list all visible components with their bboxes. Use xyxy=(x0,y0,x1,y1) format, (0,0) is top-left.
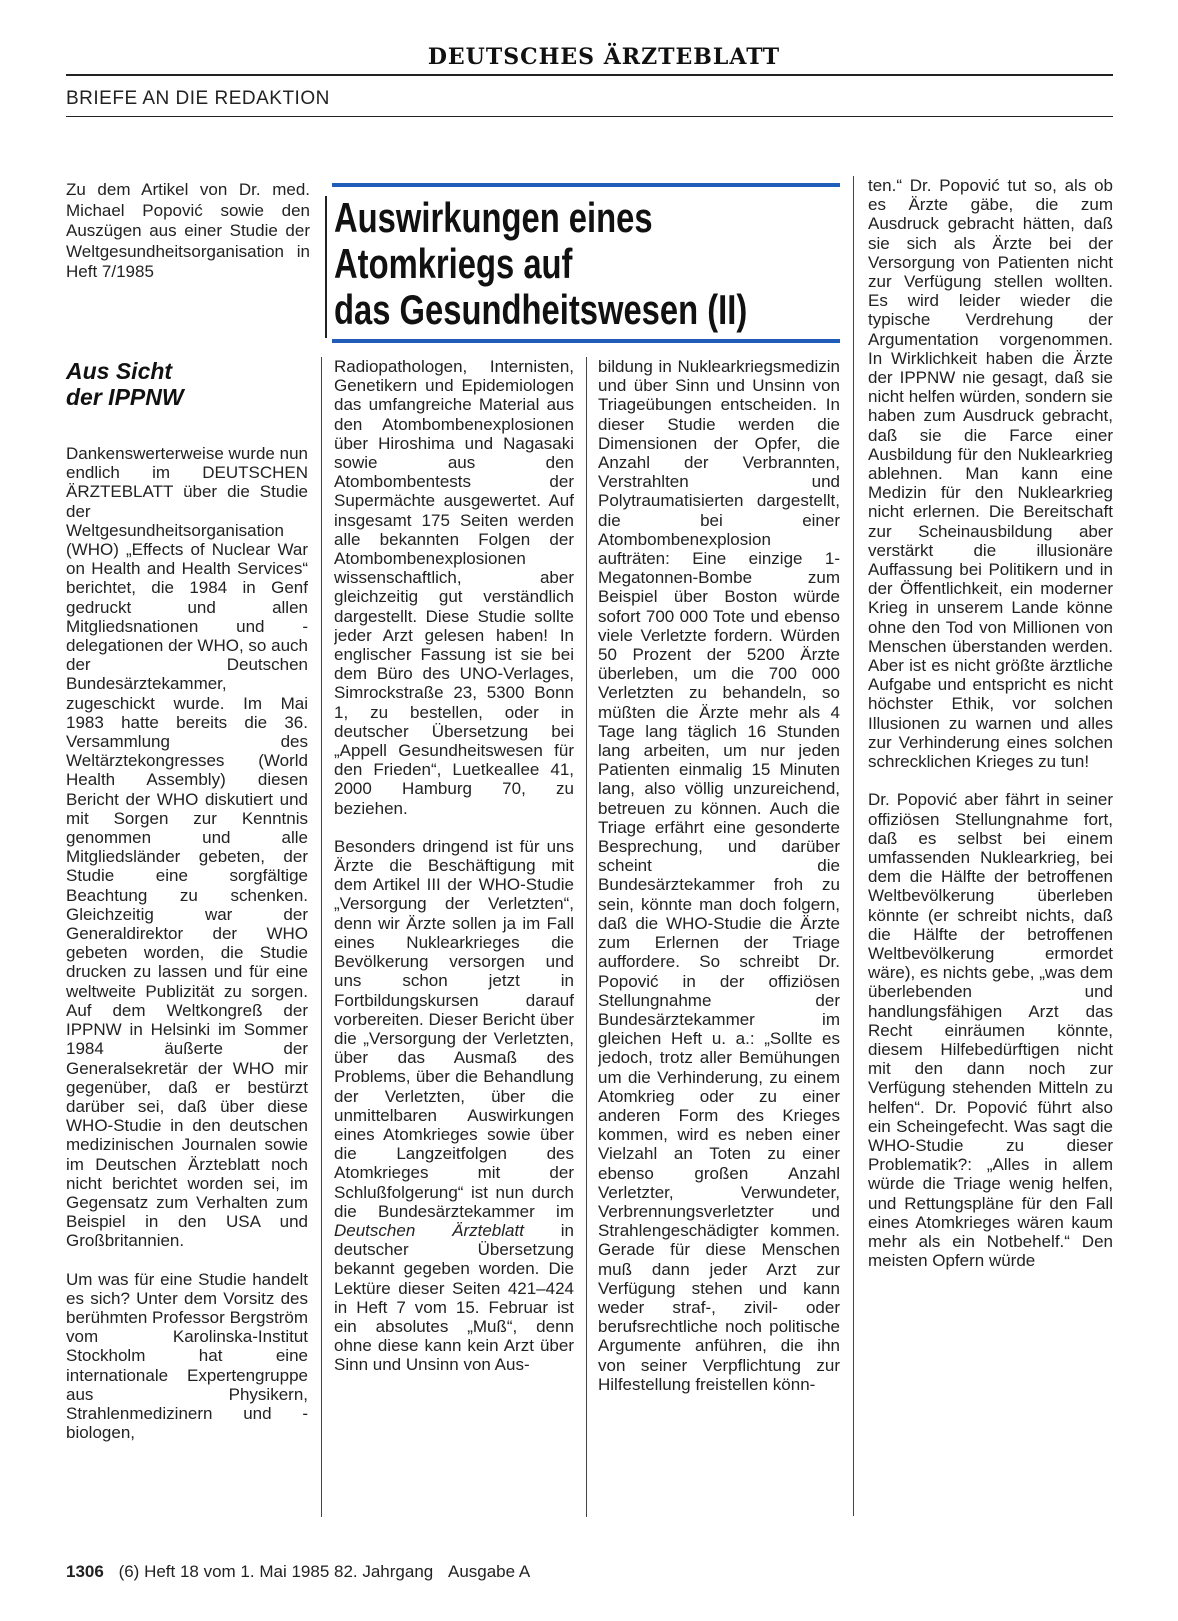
masthead-rule xyxy=(66,74,1113,76)
journal-name: Deutschen Ärzteblatt xyxy=(334,1220,524,1240)
section-title: BRIEFE AN DIE REDAKTION xyxy=(66,88,330,109)
page-footer xyxy=(66,1562,530,1582)
column-divider xyxy=(586,357,587,1517)
edition-label: Ausgabe A xyxy=(447,1562,531,1581)
article-column-4 xyxy=(868,176,1113,1516)
paragraph: Dankenswerterweise wurde nun endlich im DEUTSCHEN ÄRZTEBLATT über die Studie der Weltgesundheitsorganisation (WHO) „Effects of Nuclear War on Health and Health Services“ berichtet, die 1984 in Genf gedruckt und allen Mitgliedsnationen und -delegationen der WHO, so auch der Deutschen Bundesärztekammer, zugeschickt wurde. Im Mai 1983 hatte bereits die 36. Versammlung des Weltärztekongresses (World Health Assembly) diesen Bericht der WHO diskutiert und mit Sorgen zur Kenntnis genommen und alle Mitgliedsländer gebeten, der Studie eine sorgfältige Beachtung zu schenken. Gleichzeitig war der Generaldirektor der WHO gebeten worden, die Studie drucken zu lassen und für eine weltweite Publizität zu sorgen. Auf dem Weltkongreß der IPPNW in Helsinki im Sommer 1984 äußerte der Generalsekretär der WHO mir gegenüber, daß er bestürzt darüber sei, daß über diese WHO-Studie in den deutschen medizinischen Journalen sowie im Deutschen Ärzteblatt noch nicht berichtet worden sei, im Gegensatz zum Verhalten zum Beispiel in den USA und Großbritannien. xyxy=(66,444,308,1251)
paragraph: Dr. Popović aber fährt in seiner offiziösen Stellungnahme fort, daß es selbst bei einem umfassenden Nuklearkrieg, bei dem die Hälfte der betroffenen Weltbevölkerung überleben könnte (er schreibt nichts, daß die Hälfte der betroffenen Weltbevölkerung ermordet wäre), es nichts gebe, „was dem überlebenden und handlungsfähigen Arzt das Recht einräumen könnte, diesem Hilfebedürftigen nicht mit den dann noch zur Verfügung stehenden Mitteln zu helfen“. Dr. Popović führt also ein Scheingefecht. Was sagt die WHO-Studie zu dieser Problematik?: „Alles in allem würde die Triage wenig helfen, und Rettungspläne für den Fall eines Atomkrieges wären kaum mehr als ein Notbehelf.“ Den meisten Opfern würde xyxy=(868,790,1113,1271)
page-number: 1306 xyxy=(66,1562,104,1581)
article-column-3 xyxy=(598,357,840,1517)
column-divider xyxy=(853,176,854,1516)
headline-rule-bottom xyxy=(332,339,840,343)
masthead: DEUTSCHES ÄRZTEBLATT xyxy=(427,44,781,70)
section-rule xyxy=(66,116,1113,117)
subheadline-line: der IPPNW xyxy=(66,384,184,410)
paragraph: Radiopathologen, Internisten, Genetikern und Epidemiologen das umfangreiche Material aus den Atombombenexplosionen über Hiroshima und Nagasaki sowie aus den Atombombentests der Supermächte ausgewertet. Auf insgesamt 175 Seiten werden alle bekannten Folgen der Atombombenexplosionen wissenschaftlich, aber gleichzeitig gut verständlich dargestellt. Diese Studie sollte jeder Arzt gelesen haben! In englischer Fassung ist sie bei dem Büro des UNO-Verlages, Simrockstraße 23, 5300 Bonn 1, zu bestellen, oder in deutscher Übersetzung bei „Appell Gesundheitswesen für den Frieden“, Luetkeallee 41, 2000 Hamburg 70, zu beziehen. xyxy=(334,357,574,818)
paragraph: bildung in Nuklearkriegsmedizin und über Sinn und Unsinn von Triageübungen entscheiden. In dieser Studie werden die Dimensionen der Opfer, die Anzahl der Verbrannten, Verstrahlten und Polytraumatisierten dargestellt, die bei einer Atombombenexplosion aufträten: Eine einzige 1-Megatonnen-Bombe zum Beispiel über Boston würde sofort 700 000 Tote und ebenso viele Verletzte fordern. Würden 50 Prozent der 5200 Ärzte überleben, um die 700 000 Verletzten zu behandeln, so müßten die Ärzte mehr als 4 Tage lang täglich 16 Stunden lang arbeiten, um nur jeden Patienten einmalig 15 Minuten lang, also völlig unzureichend, betreuen zu können. Auch die Triage erfährt eine gesonderte Besprechung, und darüber scheint die Bundesärztekammer froh zu sein, könnte man doch folgern, daß die WHO-Studie die Ärzte zum Erlernen der Triage auffordere. So schreibt Dr. Popović in der offiziösen Stellungnahme der Bundesärztekammer im gleichen Heft u. a.: „Sollte es jedoch, trotz aller Bemühungen um die Verhinderung, zu einem Atomkrieg oder zu einer anderen Form des Krieges kommen, wird es neben einer Vielzahl an Toten zu einer ebenso großen Anzahl Verletzter, Verwundeter, Verbrennungsverletzter und Strahlengeschädigter kommen. Gerade für diese Menschen muß dann jeder Arzt zur Verfügung stehen und kann weder straf-, zivil- oder berufsrechtliche noch politische Argumente anführen, die ihn von seiner Verpflichtung zur Hilfestellung freistellen könn- xyxy=(598,357,840,1394)
headline xyxy=(334,194,748,333)
paragraph-text: in deutscher Übersetzung bekannt gegeben worden. Die Lektüre dieser Seiten 421–424 in Heft 7 vom 15. Februar ist ein absolutes „Muß“, denn ohne diese kann kein Arzt über Sinn und Unsinn von Aus- xyxy=(334,1220,574,1375)
subheadline xyxy=(66,358,306,410)
headline-rule-top xyxy=(332,183,840,187)
paragraph xyxy=(334,837,574,1375)
intro-divider xyxy=(325,196,327,338)
intro-note: Zu dem Artikel von Dr. med. Michael Popović sowie den Auszügen aus einer Studie der Weltgesundheitsorganisation in Heft 7/1985 xyxy=(66,180,310,281)
headline-line: Auswirkungen eines xyxy=(334,194,653,241)
headline-line: das Gesundheitswesen (II) xyxy=(334,286,748,333)
headline-line: Atomkriegs auf xyxy=(334,240,573,287)
subheadline-line: Aus Sicht xyxy=(66,358,173,384)
column-divider xyxy=(321,357,322,1517)
article-column-1 xyxy=(66,444,308,1516)
issue-info: (6) Heft 18 vom 1. Mai 1985 82. Jahrgang xyxy=(118,1562,434,1581)
paragraph-text: Besonders dringend ist für uns Ärzte die Beschäftigung mit dem Artikel III der WHO-Studie „Versorgung der Verletzten“, denn wir Ärzte sollen ja im Fall eines Nuklearkrieges die Bevölkerung versorgen und uns schon jetzt in Fortbildungskursen darauf vorbereiten. Dieser Bericht über die „Versorgung der Verletzten, über das Ausmaß des Problems, über die Behandlung der Verletzten, über die unmittelbaren Auswirkungen eines Atomkrieges sowie über die Langzeitfolgen des Atomkrieges mit der Schlußfolgerung“ ist nun durch die Bundesärztekammer im xyxy=(334,836,574,1221)
article-column-2 xyxy=(334,357,574,1517)
paragraph: Um was für eine Studie handelt es sich? Unter dem Vorsitz des berühmten Professor Bergström vom Karolinska-Institut Stockholm hat eine internationale Expertengruppe aus Physikern, Strahlenmedizinern und -biologen, xyxy=(66,1269,308,1443)
paragraph: ten.“ Dr. Popović tut so, als ob es Ärzte gäbe, die zum Ausdruck gebracht hätten, daß sie sich als Ärzte bei der Versorgung von Patienten nicht zur Verfügung stellen wollten. Es wird leider wieder die typische Verdrehung der Argumentation vorgenommen. In Wirklichkeit haben die Ärzte der IPPNW nie gesagt, daß sie nicht helfen würden, sondern sie haben zum Ausdruck gebracht, daß sie die Farce einer Ausbildung für den Nuklearkrieg ablehnen. Man kann eine Medizin für den Nuklearkrieg nicht erlernen. Die Bereitschaft zur Scheinausbildung aber verstärkt die illusionäre Auffassung bei Politikern und in der Öffentlichkeit, ein moderner Krieg in unserem Lande könne ohne den Tod von Millionen von Menschen überstanden werden. Aber ist es nicht größte ärztliche Aufgabe und entspricht es nicht höchster Ethik, vor solchen Illusionen zu warnen und alles zur Verhinderung eines solchen schrecklichen Krieges zu tun! xyxy=(868,176,1113,772)
